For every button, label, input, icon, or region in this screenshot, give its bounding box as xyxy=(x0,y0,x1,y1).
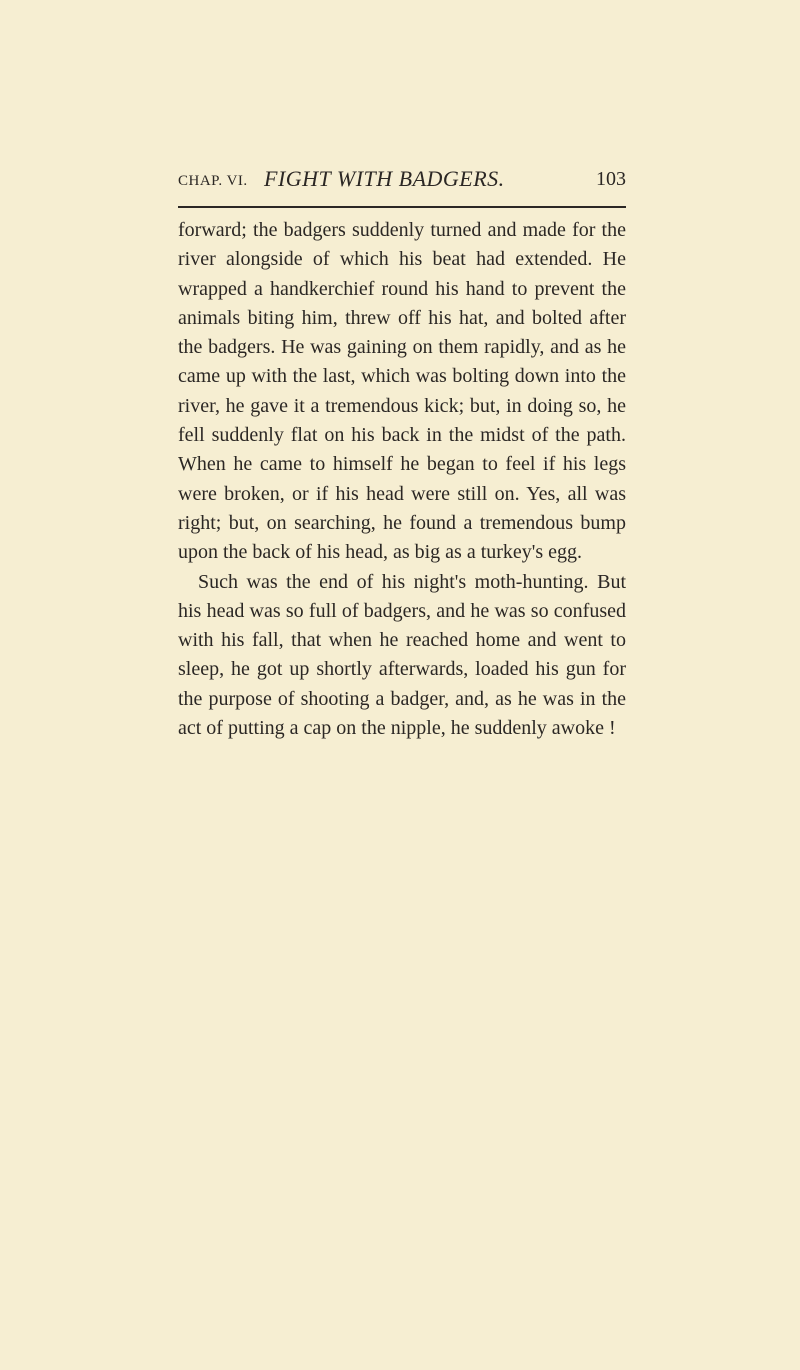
page-number: 103 xyxy=(596,168,626,190)
body-text xyxy=(178,216,626,743)
running-title: FIGHT WITH BADGERS. xyxy=(264,166,505,191)
chapter-label: CHAP. VI. xyxy=(178,173,248,189)
running-head xyxy=(178,166,626,194)
paragraph: Such was the end of his night's moth-hunting. But his head was so full of badgers, and he was so confused with his fall, that when he reached home and went to sleep, he got up shortly afterwards, loaded his gun for the purpose of shooting a badger, and, as he was in the act of putting a cap on the nipple, he suddenly awoke ! xyxy=(178,570,626,740)
header-rule xyxy=(178,206,626,208)
paragraph: forward; the badgers suddenly turned and made for the river alongside of which his beat had extended. He wrapped a handkerchief round his hand to prevent the animals biting him, threw off his hat, and bolted after the badgers. He was gaining on them rapidly, and as he came up with the last, which was bolting down into the river, he gave it a tremendous kick; but, in doing so, he fell suddenly flat on his back in the midst of the path. When he came to himself he began to feel if his legs were broken, or if his head were still on. Yes, all was right; but, on searching, he found a tremendous bump upon the back of his head, as big as a turkey's egg. xyxy=(178,219,626,564)
